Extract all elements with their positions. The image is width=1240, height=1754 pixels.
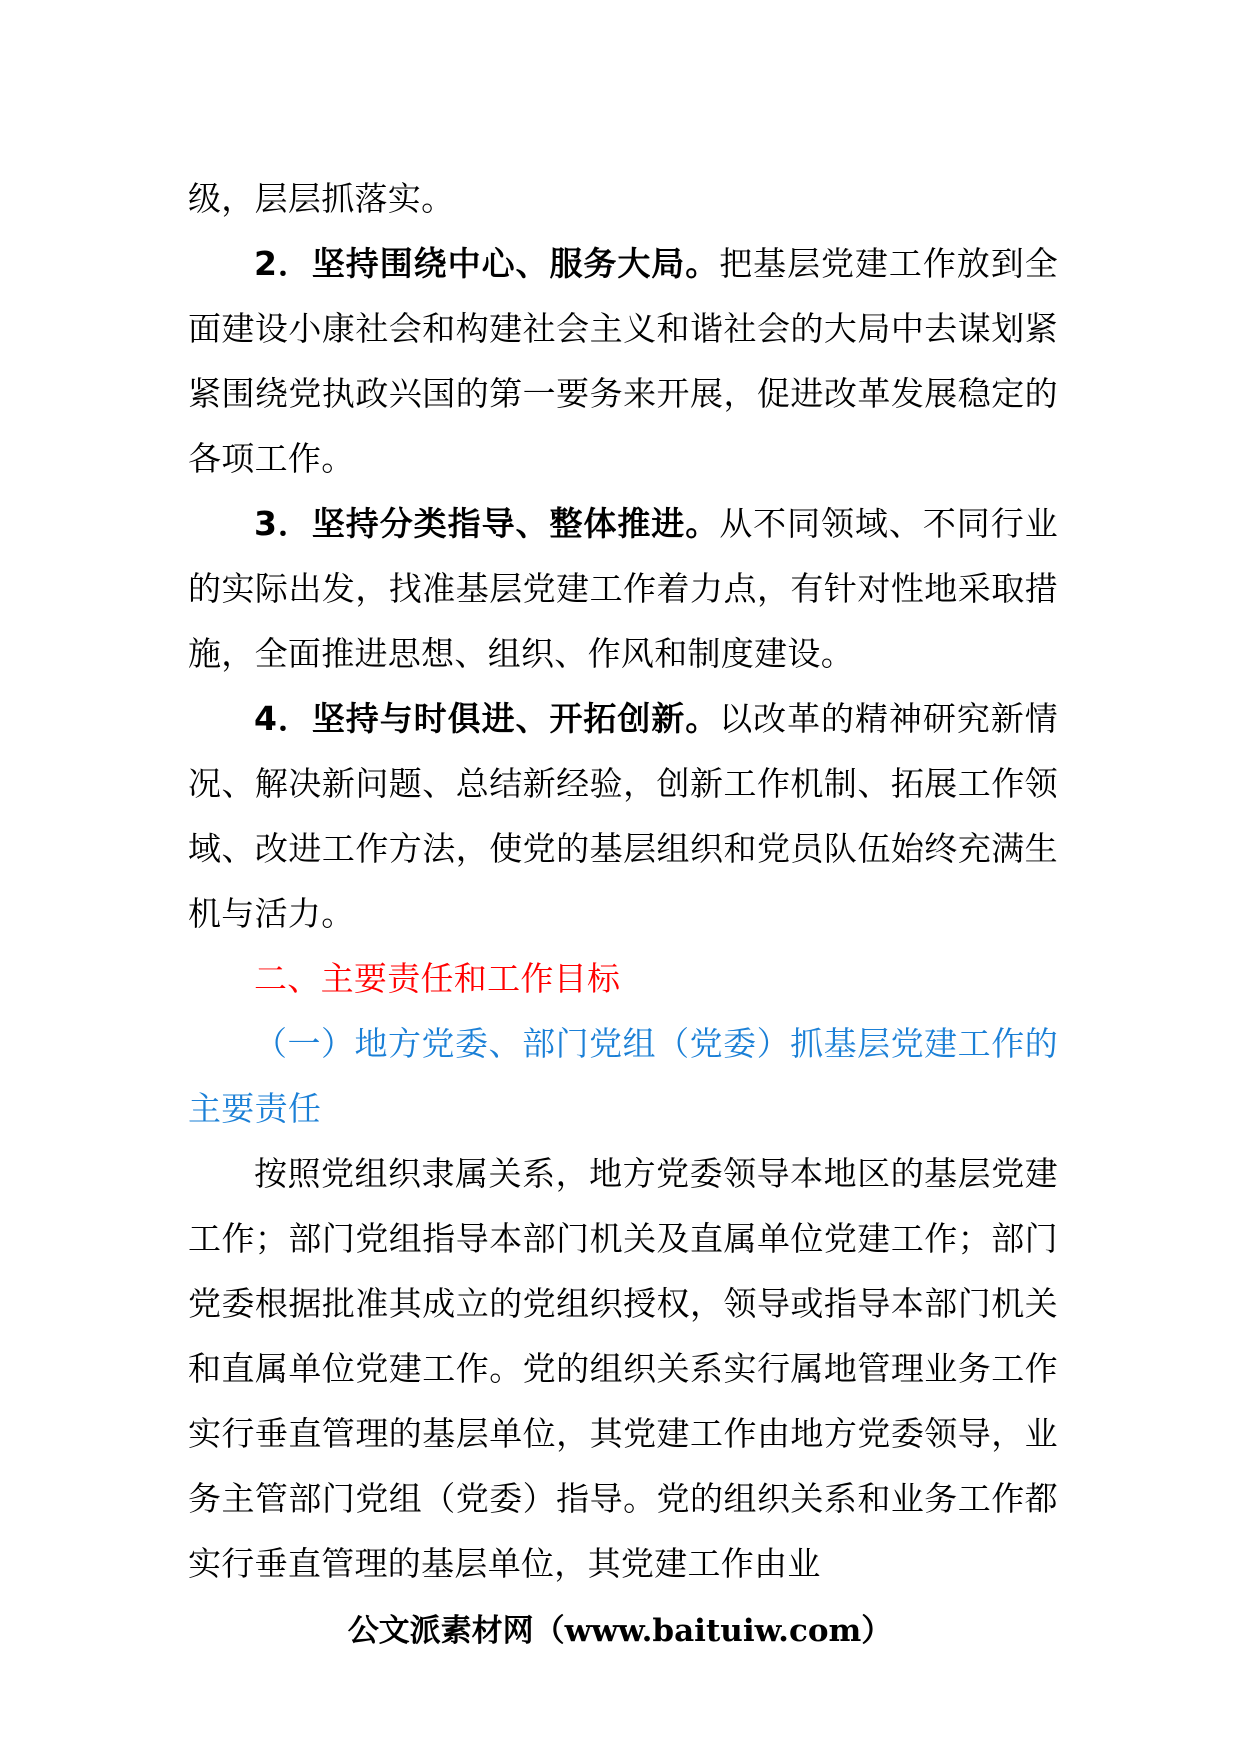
subsection-1-heading: （一）地方党委、部门党组（党委）抓基层党建工作的主要责任	[188, 1024, 1058, 1128]
item-2-body: 把基层党建工作放到全面建设小康社会和构建社会主义和谐社会的大局中去谋划紧紧围绕党执政兴国的第一要务来开展，促进改革发展稳定的各项工作。	[188, 244, 1058, 478]
item-4-heading: 4．坚持与时俱进、开拓创新。	[254, 699, 720, 738]
footer-watermark: 公文派素材网（www.baituiw.com）	[347, 1613, 893, 1649]
item-2-heading: 2．坚持围绕中心、服务大局。	[254, 244, 720, 283]
item-3-heading: 3．坚持分类指导、整体推进。	[254, 504, 720, 543]
item-3-body: 从不同领域、不同行业的实际出发，找准基层党建工作着力点，有针对性地采取措施，全面推进思想、组织、作风和制度建设。	[188, 504, 1058, 673]
paragraph-item-4	[188, 686, 1058, 946]
document-body	[188, 166, 1058, 1596]
item-4-body: 以改革的精神研究新情况、解决新问题、总结新经验，创新工作机制、拓展工作领域、改进工作方法，使党的基层组织和党员队伍始终充满生机与活力。	[188, 699, 1058, 933]
paragraph-continuation: 级，层层抓落实。	[188, 179, 455, 218]
paragraph-item-2	[188, 231, 1058, 491]
paragraph-item-3	[188, 491, 1058, 686]
paragraph-responsibilities: 按照党组织隶属关系，地方党委领导本地区的基层党建工作；部门党组指导本部门机关及直属单位党建工作；部门党委根据批准其成立的党组织授权，领导或指导本部门机关和直属单位党建工作。党的组织关系实行属地管理业务工作实行垂直管理的基层单位，其党建工作由地方党委领导，业务主管部门党组（党委）指导。党的组织关系和业务工作都实行垂直管理的基层单位，其党建工作由业	[188, 1154, 1058, 1583]
section-2-heading: 二、主要责任和工作目标	[254, 959, 621, 998]
